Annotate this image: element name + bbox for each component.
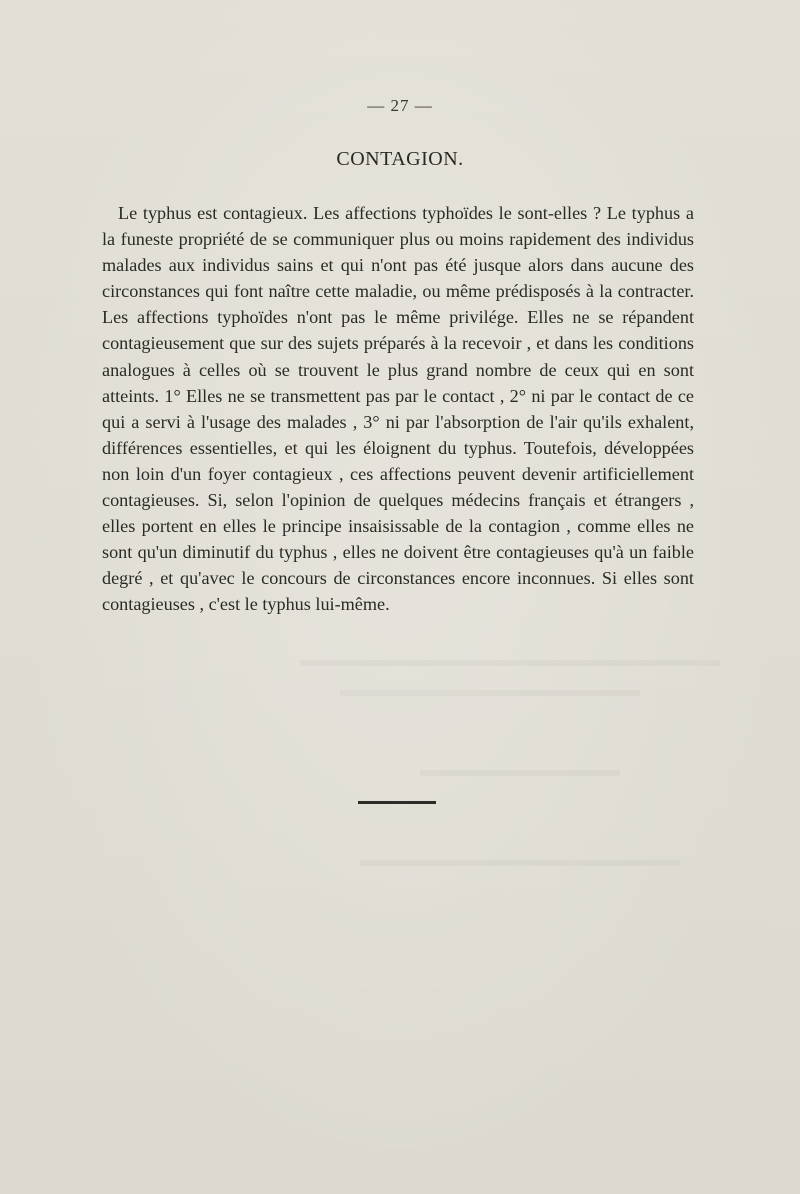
bleed-through-mark [300, 660, 720, 666]
end-rule [358, 801, 436, 804]
bleed-through-mark [360, 860, 680, 866]
bleed-through-mark [420, 770, 620, 776]
bleed-through-mark [340, 690, 640, 696]
page-number: — 27 — [367, 96, 433, 115]
body-paragraph: Le typhus est contagieux. Les affections typhoïdes le sont-elles ? Le typhus a la funeste propriété de se communiquer plus ou moins rapidement des individus malades aux individus sains et qui n'ont pas été jusque alors dans aucune des circonstances qui font naître cette maladie, ou même prédisposés à la contracter. Les affections typhoïdes n'ont pas le même privilége. Elles ne se répandent contagieusement que sur des sujets préparés à la recevoir , et dans les conditions analogues à celles où se trouvent le plus grand nombre de ceux qui en sont atteints. 1° Elles ne se transmettent pas par le contact , 2° ni par le contact de ce qui a servi à l'usage des malades , 3° ni par l'absorption de l'air qu'ils exhalent, différences essentielles, et qui les éloignent du typhus. Toutefois, développées non loin d'un foyer contagieux , ces affections peuvent devenir artificiellement contagieuses. Si, selon l'opinion de quelques médecins français et étrangers , elles portent en elles le principe insaisissable de la contagion , comme elles ne sont qu'un diminutif du typhus , elles ne doivent être contagieuses qu'à un faible degré , et qu'avec le concours de circonstances encore inconnues. Si elles sont contagieuses , c'est le typhus lui-même. [102, 203, 694, 615]
section-title: CONTAGION. [336, 148, 464, 170]
